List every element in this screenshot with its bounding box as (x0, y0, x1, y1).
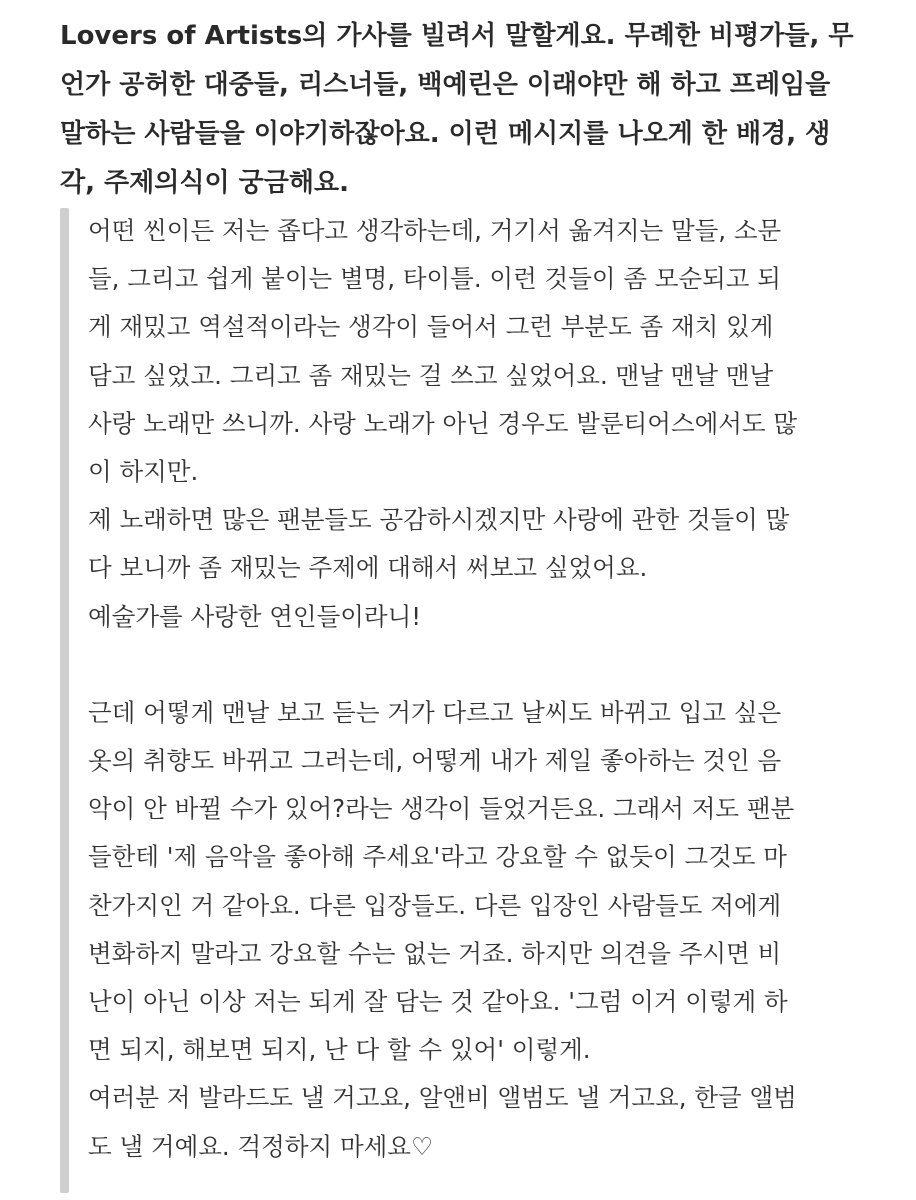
answer-line: 어떤 씬이든 저는 좁다고 생각하는데, 거기서 옮겨지는 말들, 소문 (88, 216, 782, 245)
interview-question (60, 12, 860, 208)
question-line: 말하는 사람들을 이야기하잖아요. 이런 메시지를 나오게 한 배경, 생 (60, 119, 831, 149)
answer-line: 옷의 취향도 바뀌고 그러는데, 어떻게 내가 제일 좋아하는 것인 음 (88, 746, 782, 776)
answer-line: 찬가지인 거 같아요. 다른 입장들도. 다른 입장인 사람들도 저에게 (88, 890, 782, 920)
answer-line: 이 하지만. (88, 456, 199, 486)
answer-line: 다 보니까 좀 재밌는 주제에 대해서 써보고 싶었어요. (88, 553, 648, 583)
blockquote-bar (60, 208, 69, 1193)
answer-line: 들한테 '제 음악을 좋아해 주세요'라고 강요할 수 없듯이 그것도 마 (88, 842, 787, 872)
answer-line: 변화하지 말라고 강요할 수는 없는 거죠. 하지만 의견을 주시면 비 (88, 938, 782, 968)
answer-line: 도 낼 거예요. 걱정하지 마세요♡ (88, 1131, 433, 1161)
answer-line: 예술가를 사랑한 연인들이라니! (88, 601, 422, 631)
blank-line (88, 641, 878, 689)
answer-line: 들, 그리고 쉽게 붙이는 별명, 타이틀. 이런 것들이 좀 모순되고 되 (88, 264, 781, 294)
question-line: 언가 공허한 대중들, 리스너들, 백예린은 이래야만 해 하고 프레임을 (60, 70, 831, 100)
answer-line: 담고 싶었고. 그리고 좀 재밌는 걸 쓰고 싶었어요. 맨날 맨날 맨날 (88, 360, 774, 390)
answer-line: 여러분 저 발라드도 낼 거고요, 알앤비 앨범도 낼 거고요, 한글 앨범 (88, 1083, 797, 1113)
interview-answer (88, 207, 878, 1171)
question-line: Lovers of Artists의 가사를 빌려서 말할게요. 무례한 비평가들, 무 (60, 21, 854, 51)
answer-line: 근데 어떻게 맨날 보고 듣는 거가 다르고 날씨도 바뀌고 입고 싶은 (88, 697, 782, 727)
answer-line: 게 재밌고 역설적이라는 생각이 들어서 그런 부분도 좀 재치 있게 (88, 312, 774, 342)
answer-line: 제 노래하면 많은 팬분들도 공감하시겠지만 사랑에 관한 것들이 많 (88, 505, 790, 535)
question-line: 각, 주제의식이 궁금해요. (60, 168, 350, 198)
answer-line: 악이 안 바뀔 수가 있어?라는 생각이 들었거든요. 그래서 저도 팬분 (88, 794, 795, 824)
answer-line: 사랑 노래만 쓰니까. 사랑 노래가 아닌 경우도 발룬티어스에서도 많 (88, 408, 798, 438)
answer-line: 면 되지, 해보면 되지, 난 다 할 수 있어' 이렇게. (88, 1035, 591, 1065)
answer-line: 난이 아닌 이상 저는 되게 잘 담는 것 같아요. '그럼 이거 이렇게 하 (88, 987, 788, 1016)
